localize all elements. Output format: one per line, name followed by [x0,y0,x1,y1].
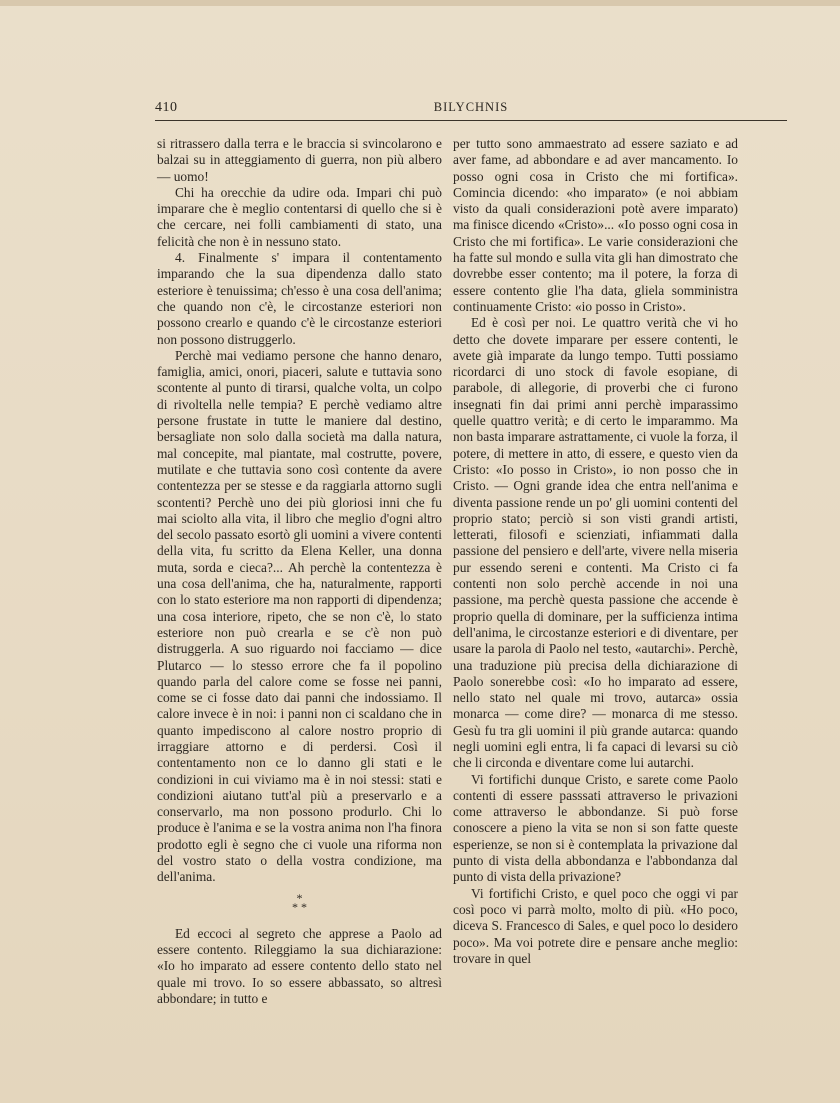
running-title: BILYCHNIS [433,100,509,114]
paragraph: 4. Finalmente s' impara il contentamento imparando che la sua dipendenza dallo stato esteriore è tenuissima; ch'esso è una cosa dell'anima; che quando non c'è, le circostanze esteriori non possono crearlo e quando c'è le circostanze esteriori non possono distruggerlo. [157,250,442,347]
page-header [155,100,787,120]
paragraph: Ed è così per noi. Le quattro verità che vi ho detto che dovete imparare per essere contenti, le avete già imparate da lungo tempo. Tutti possiamo ricordarci di uno stock di favole esopiane, di parabole, di allegorie, di proverbi che ci furono insegnati fin dai primi anni perchè imparassimo quelle quattro verità; e di certo le imparammo. Ma non basta imparare astrattamente, ci vuole la forza, il potere, di mettere in atto, di essere, e questo vien da Cristo: «Io posso in Cristo», io non posso che in Cristo. — Ogni grande idea che entra nell'anima e diventa passione rende un po' gli uomini contenti del proprio stato; perciò si son visti grandi artisti, letterati, filosofi e scienziati, infiammati dalla passione del pensiero e dell'arte, vivere nella miseria pur essendo sereni e contenti. Ma Cristo ci fa contenti non solo perchè accende in noi una passione, ma perchè questa passione che accende è proprio quella di dominare, per la sufficienza intima dell'anima, le circostanze esteriori e di diventare, per usare la parola di Paolo nel testo, «autarchi». Perchè, una traduzione più precisa della dichiarazione di Paolo sonerebbe così: «Io ho imparato ad essere, nello stato nel quale mi trovo, autarca» ossia monarca — come dire? — monarca di me stesso. Gesù fu tra gli uomini il più grande autarca: quando negli uomini egli entra, li fa capaci di levarsi su ciò che li circonda e diventare come lui autarchi. [453,315,738,771]
paragraph: Vi fortifichi Cristo, e quel poco che oggi vi par così poco vi parrà molto, molto di più. «Ho poco, diceva S. Francesco di Sales, e quel poco lo desidero poco». Ma voi potrete dire e pensare anche meglio: trovare in quel [453,885,738,966]
page-number: 410 [155,100,178,115]
asterism-glyph: * * * [292,890,307,914]
paragraph: Vi fortifichi dunque Cristo, e sarete come Paolo contenti di essere passsati attraverso le privazioni come attraverso le abbondanze. Si può forse conoscere a pieno la vita se non si son fatte queste esperienze, se non si è contemplata la privazione dal punto di vista della abbondanza e l'abbondanza dal punto di vista della privazione? [453,771,738,885]
paragraph: Perchè mai vediamo persone che hanno denaro, famiglia, amici, onori, piaceri, salute e tuttavia sono scontente al punto di tirarsi, qualche volta, un colpo di rivoltella nelle tempia? E perchè vediamo altre persone frustate in tutte le maniere dal destino, bersagliate non solo dalla società ma dalla natura, mal concepite, mal piantate, mal costrutte, povere, mutilate e che tuttavia sono così contente da avere contentezza per se stesse e da raggiarla attorno sugli scontenti? Perchè uno dei più gloriosi inni che fu mai sciolto alla vita, il libro che meglio d'ogni altro del secolo passato esortò gli uomini a vivere contenti della vita, fu scritto da Elena Keller, una donna muta, sorda e cieca?... Ah perchè la contentezza è una cosa dell'anima, che ha, naturalmente, rapporti con lo stato esteriore ma non rapporti di dipendenza; una cosa interiore, ripeto, che se non c'è, lo stato esteriore non può crearla e se c'è non può distruggerla. A suo riguardo noi facciamo — dice Plutarco — lo stesso errore che fa il popolino quando parla del calore come se fosse nei panni, come se ci fosse dato dai panni che indossiamo. Il calore invece è in noi: i panni non ci scaldano che in quanto impediscono al calore nostro proprio di irraggiare attorno e di perdersi. Così il contentamento non ce lo danno gli stati e le condizioni in cui viviamo ma è in noi stessi: stati e condizioni aiutano tutt'al più a preservarlo e a conservarlo, ma non possono produrlo. Chi lo produce è l'anima e se la vostra anima non l'ha finora prodotto egli è segno che ci vuole una riforma non del vostro stato o della vostra condizione, ma dell'anima. [157,347,442,885]
section-asterism [157,890,442,914]
header-rule [155,120,787,121]
page-top-edge [0,0,840,6]
paragraph: Ed eccoci al segreto che apprese a Paolo ad essere contento. Rileggiamo la sua dichiarazione: «Io ho imparato ad essere contento dello stato nel quale mi trovo. Io so essere abbassato, so altresì abbondare; in tutto e [157,925,442,1006]
left-column [157,136,442,1007]
paragraph: Chi ha orecchie da udire oda. Impari chi può imparare che è meglio contentarsi di quello che si è che cercare, nei folli cambiamenti di stato, una felicità che non è in nessuno stato. [157,184,442,249]
right-column [453,136,738,967]
paragraph: si ritrassero dalla terra e le braccia si svincolarono e balzai su in atteggiamento di guerra, non più albero — uomo! [157,136,442,184]
paragraph: per tutto sono ammaestrato ad essere saziato e ad aver fame, ad abbondare e ad aver mancamento. Io posso ogni cosa in Cristo che mi fortifica». Comincia dicendo: «ho imparato» (e noi abbiam visto da quali considerazioni potè avere imparato) ma finisce dicendo «Cristo»... «Io posso ogni cosa in Cristo che mi fortifica». Le varie considerazioni che ha fatte sul mondo e sulla vita gli han dimostrato che dovrebbe esser contento; ma il potere, la forza di essere contento glie l'ha data, gliela somministra continuamente Cristo: «io posso in Cristo». [453,136,738,314]
